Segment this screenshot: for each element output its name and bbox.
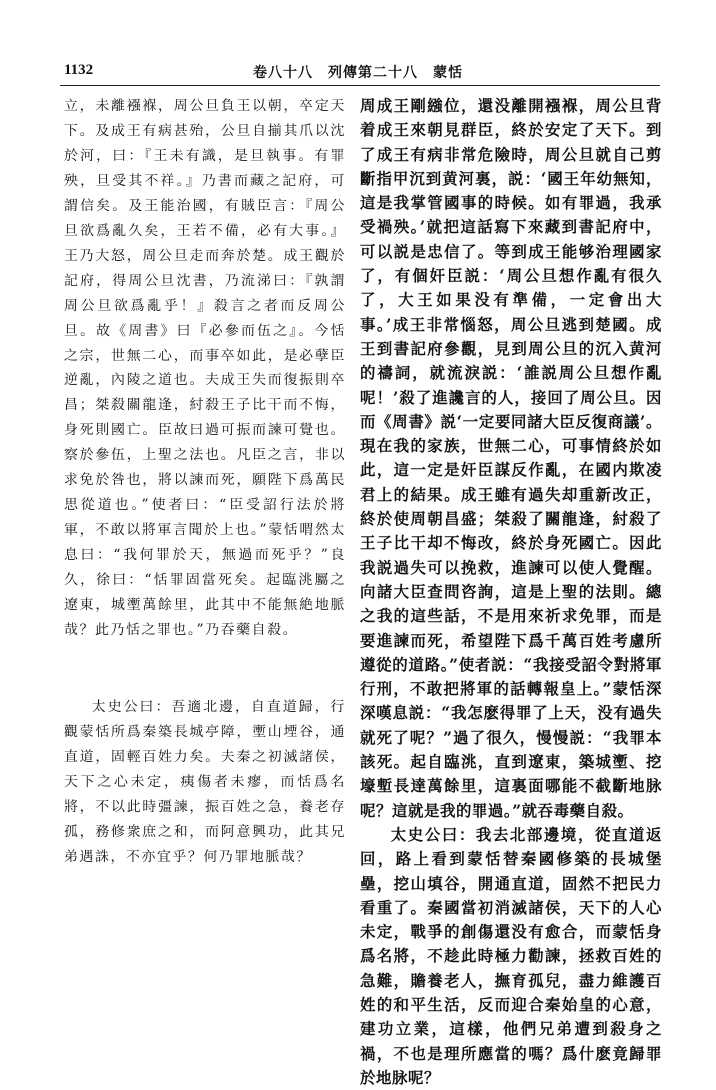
- page-number: 1132: [64, 62, 94, 78]
- translation-column: [360, 94, 662, 1090]
- translation-paragraph-1: 周成王剛繈位，還没離開襁褓，周公旦背着成王來朝見群臣，終於安定了天下。到了成王有病非常危險時，周公旦就自己剪斷指甲沉到黄河裏，説：‘國王年幼無知，這是我掌管國事的時候。如有罪過，我承受禍殃。’就把這話寫下來藏到書記府中，可以説是忠信了。等到成王能够治理國家了，有個奸臣説：‘周公旦想作亂有很久了，大王如果没有準備，一定會出大事。’成王非常惱怒，周公旦逃到楚國。成王到書記府參觀，見到周公旦的沉入黄河的禱詞，就流淚説：‘誰説周公旦想作亂呢！’殺了進讒言的人，接回了周公旦。因而《周書》説‘一定要同諸大臣反復商議’。現在我的家族，世無二心，可事情終於如此，這一定是奸臣謀反作亂，在國内欺凌君上的結果。成王雖有過失却重新改正，終於使周朝昌盛；桀殺了關龍逢，紂殺了王子比干却不悔改，終於身死國亡。因此我説過失可以挽救，進諫可以使人覺醒。向諸大臣查問咨詢，這是上聖的法則。總之我的這些話，不是用來祈求免罪，而是要進諫而死，希望陛下爲千萬百姓考慮所遵從的道路。”使者説：“我接受詔令對將軍行刑，不敢把將軍的話轉報皇上。”蒙恬深深嘆息説：“我怎麽得罪了上天，没有過失就死了呢？”過了很久，慢慢説：“我罪本該死。起自臨洮，直到遼東，築城壍、挖壕塹長達萬餘里，這裏面哪能不截斷地脉呢？這就是我的罪過。”就吞毒藥自殺。: [360, 97, 662, 820]
- header-rule: [60, 85, 660, 86]
- classical-paragraph-2: 太史公曰：吾適北邊，自直道歸，行觀蒙恬所爲秦築長城亭障，壍山堙谷，通直道，固輕百姓力矣。夫秦之初滅諸侯，天下之心未定，痍傷者未瘳，而恬爲名將，不以此時彊諫，振百姓之急，養老存孤，務修衆庶之和，而阿意興功，此其兄弟遇誅，不亦宜乎？何乃罪地脈哉？: [64, 698, 346, 865]
- classical-paragraph-1: 立，未離襁褓，周公旦負王以朝，卒定天下。及成王有病甚殆，公旦自揃其爪以沈於河，曰：『王未有識，是旦執事。有罪殃，旦受其不祥。』乃書而藏之記府，可謂信矣。及王能治國，有賊臣言：『周公旦欲爲亂久矣，王若不備，必有大事。』王乃大怒，周公旦走而奔於楚。成王觀於記府，得周公旦沈書，乃流涕曰：『孰謂周公旦欲爲亂乎！』殺言之者而反周公旦。故《周書》曰『必參而伍之』。今恬之宗，世無二心，而事卒如此，是必孽臣逆亂，內陵之道也。夫成王失而復振則卒昌；桀殺關龍逢，紂殺王子比干而不悔，身死則國亡。臣故曰過可振而諫可覺也。察於參伍，上聖之法也。凡臣之言，非以求免於咎也，將以諫而死，願陛下爲萬民思從道也。”使者曰：“臣受詔行法於將軍，不敢以將軍言聞於上也。”蒙恬喟然太息曰：“我何罪於天，無過而死乎？”良久，徐曰：“恬罪固當死矣。起臨洮屬之遼東，城壍萬餘里，此其中不能無絶地脈哉？此乃恬之罪也。”乃吞藥自殺。: [64, 98, 346, 639]
- running-head: 卷八十八 列傳第二十八 蒙恬: [253, 65, 463, 81]
- classical-text-column: [64, 94, 346, 870]
- translation-paragraph-2: 太史公曰：我去北部邊境，從直道返回，路上看到蒙恬替秦國修築的長城堡壘，挖山填谷，開通直道，固然不把民力看重了。秦國當初消滅諸侯，天下的人心未定，戰爭的創傷還没有愈合，而蒙恬身爲名將，不趁此時極力勸諫，拯救百姓的急難，贍養老人，撫育孤兒，盡力維護百姓的和平生活，反而迎合秦始皇的心意，建功立業，這樣，他們兄弟遭到殺身之禍，不也是理所應當的嗎？爲什麽竟歸罪於地脉呢？: [360, 825, 662, 1087]
